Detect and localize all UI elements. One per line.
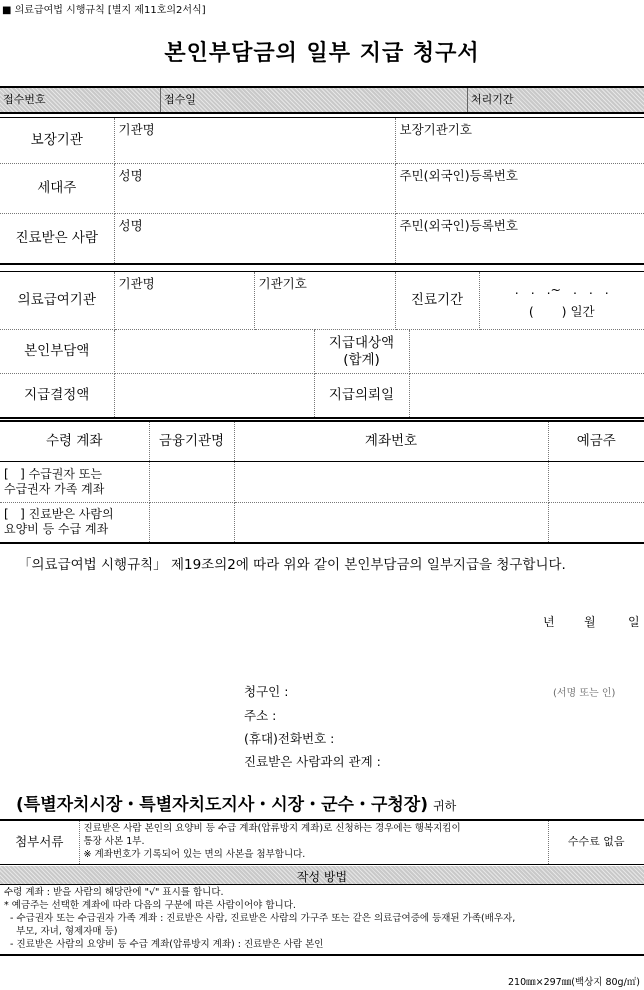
householder-id-field[interactable]	[395, 164, 644, 214]
account-option-line: [ ] 진료받은 사람의	[4, 507, 114, 522]
request-date-field[interactable]	[409, 374, 644, 418]
paper-spec: 210㎜×297㎜(백상지 80g/㎡)	[507, 977, 640, 988]
patient-id-label: 주민(외국인)등록번호	[399, 218, 518, 233]
divider	[160, 88, 161, 112]
householder-name-label: 성명	[118, 168, 143, 183]
treatment-period-field[interactable]	[479, 272, 644, 330]
instructions-header	[0, 866, 644, 885]
date-day: 일	[628, 615, 640, 629]
provider-name-label: 기관명	[118, 276, 155, 291]
org-name-label: 기관명	[118, 122, 155, 137]
treatment-days: ( ) 일간	[528, 303, 595, 319]
request-date-label: 지급의뢰일	[314, 374, 409, 418]
form-reference: ■ 의료급여법 시행규칙 [별지 제11호의2서식]	[2, 5, 206, 16]
patient-name-field[interactable]	[114, 214, 395, 264]
target-amount-title: 지급대상액	[328, 334, 395, 351]
account-holder-field-1[interactable]	[548, 461, 644, 502]
copay-label: 본인부담액	[0, 330, 114, 374]
decision-label: 지급결정액	[0, 374, 114, 418]
instruction-line: - 수급권자 또는 수급권자 가족 계좌 : 진료받은 사람, 진료받은 사람의 가구주 또는 같은 의료급여증에 등재된 가족(배우자,	[4, 913, 516, 925]
account-header-receive: 수령 계좌	[0, 421, 149, 461]
bank-name-field-2[interactable]	[149, 502, 234, 543]
address-label: 주소 :	[244, 708, 277, 723]
account-number-field-2[interactable]	[234, 502, 548, 543]
signature-hint[interactable]: (서명 또는 인)	[553, 688, 616, 699]
divider	[467, 88, 468, 112]
fee-text: 수수료 없음	[567, 835, 625, 849]
attachment-line: 통장 사본 1부.	[83, 835, 145, 847]
phone-label: (휴대)전화번호 :	[244, 731, 335, 746]
date-year: 년	[543, 615, 555, 629]
provider-label: 의료급여기관	[0, 272, 114, 330]
org-code-label: 보장기관기호	[399, 122, 472, 137]
account-option-patient[interactable]	[0, 502, 149, 543]
target-amount-label	[314, 330, 409, 374]
claimant-label: 청구인 :	[244, 684, 289, 699]
account-header-holder: 예금주	[576, 432, 616, 449]
patient-label: 진료받은 사람	[0, 214, 114, 264]
instruction-line: - 진료받은 사람의 요양비 등 수급 계좌(압류방지 계좌) : 진료받은 사람 본인	[4, 939, 324, 951]
account-option-line: 요양비 등 수급 계좌	[4, 522, 109, 537]
householder-name-field[interactable]	[114, 164, 395, 214]
householder-id-label: 주민(외국인)등록번호	[399, 168, 518, 183]
account-option-line: 수급권자 가족 계좌	[4, 481, 105, 496]
declaration-text: 「의료급여법 시행규칙」 제19조의2에 따라 위와 같이 본인부담금의 일부지급을 청구합니다.	[18, 557, 566, 573]
receipt-bar	[0, 86, 644, 114]
account-number-field-1[interactable]	[234, 461, 548, 502]
account-holder-field-2[interactable]	[548, 502, 644, 543]
instruction-line: * 예금주는 선택한 계좌에 따라 다음의 구분에 따른 사람이어야 합니다.	[4, 900, 296, 912]
treatment-period-label: 진료기간	[395, 272, 479, 330]
target-amount-subtitle: (합계)	[343, 351, 380, 368]
addressee-main: (특별자치시장・특별자치도지사・시장・군수・구청장)	[16, 795, 428, 815]
attachment-description	[79, 820, 548, 864]
provider-code-field[interactable]	[254, 272, 395, 330]
account-option-line: [ ] 수급권자 또는	[4, 466, 102, 481]
householder-label: 세대주	[0, 164, 114, 214]
receipt-date-label: 접수일	[164, 93, 196, 106]
instructions-body	[0, 886, 644, 956]
org-name-field[interactable]	[114, 118, 395, 164]
instruction-line: 수령 계좌 : 받을 사람의 해당란에 "√" 표시를 합니다.	[4, 887, 224, 898]
attachment-label: 첨부서류	[0, 820, 79, 864]
instruction-line: 부모, 자녀, 형제자매 등)	[4, 926, 118, 938]
attachment-line: 진료받은 사람 본인의 요양비 등 수급 계좌(압류방지 계좌)로 신청하는 경우에는 행복지킴이	[83, 823, 461, 835]
account-option-recipient[interactable]	[0, 461, 149, 502]
copay-field[interactable]	[114, 330, 314, 374]
instructions-title: 작성 방법	[296, 870, 348, 884]
target-amount-field[interactable]	[409, 330, 644, 374]
provider-section	[0, 271, 644, 419]
account-section	[0, 420, 644, 544]
account-header-number: 계좌번호	[234, 421, 548, 461]
attachment-section	[0, 819, 644, 865]
attachment-line: ※ 계좌번호가 기록되어 있는 면의 사본을 첨부합니다.	[83, 848, 306, 860]
addressee	[16, 790, 456, 815]
org-code-field[interactable]	[395, 118, 644, 164]
provider-code-label: 기관기호	[258, 276, 307, 291]
addressee-suffix: 귀하	[433, 799, 457, 813]
treatment-period-dates: . . .~ . . .	[514, 281, 609, 297]
provider-name-field[interactable]	[114, 272, 254, 330]
page-title: 본인부담금의 일부 지급 청구서	[164, 41, 480, 66]
patient-name-label: 성명	[118, 218, 143, 233]
applicant-section	[0, 117, 644, 265]
receipt-number-label: 접수번호	[3, 93, 46, 106]
processing-period-label: 처리기간	[471, 93, 514, 106]
decision-field[interactable]	[114, 374, 314, 418]
relation-label: 진료받은 사람과의 관계 :	[244, 754, 381, 769]
date-month: 월	[584, 615, 596, 629]
bank-name-field-1[interactable]	[149, 461, 234, 502]
org-label: 보장기관	[0, 118, 114, 164]
account-header-bank: 금융기관명	[149, 421, 234, 461]
patient-id-field[interactable]	[395, 214, 644, 264]
